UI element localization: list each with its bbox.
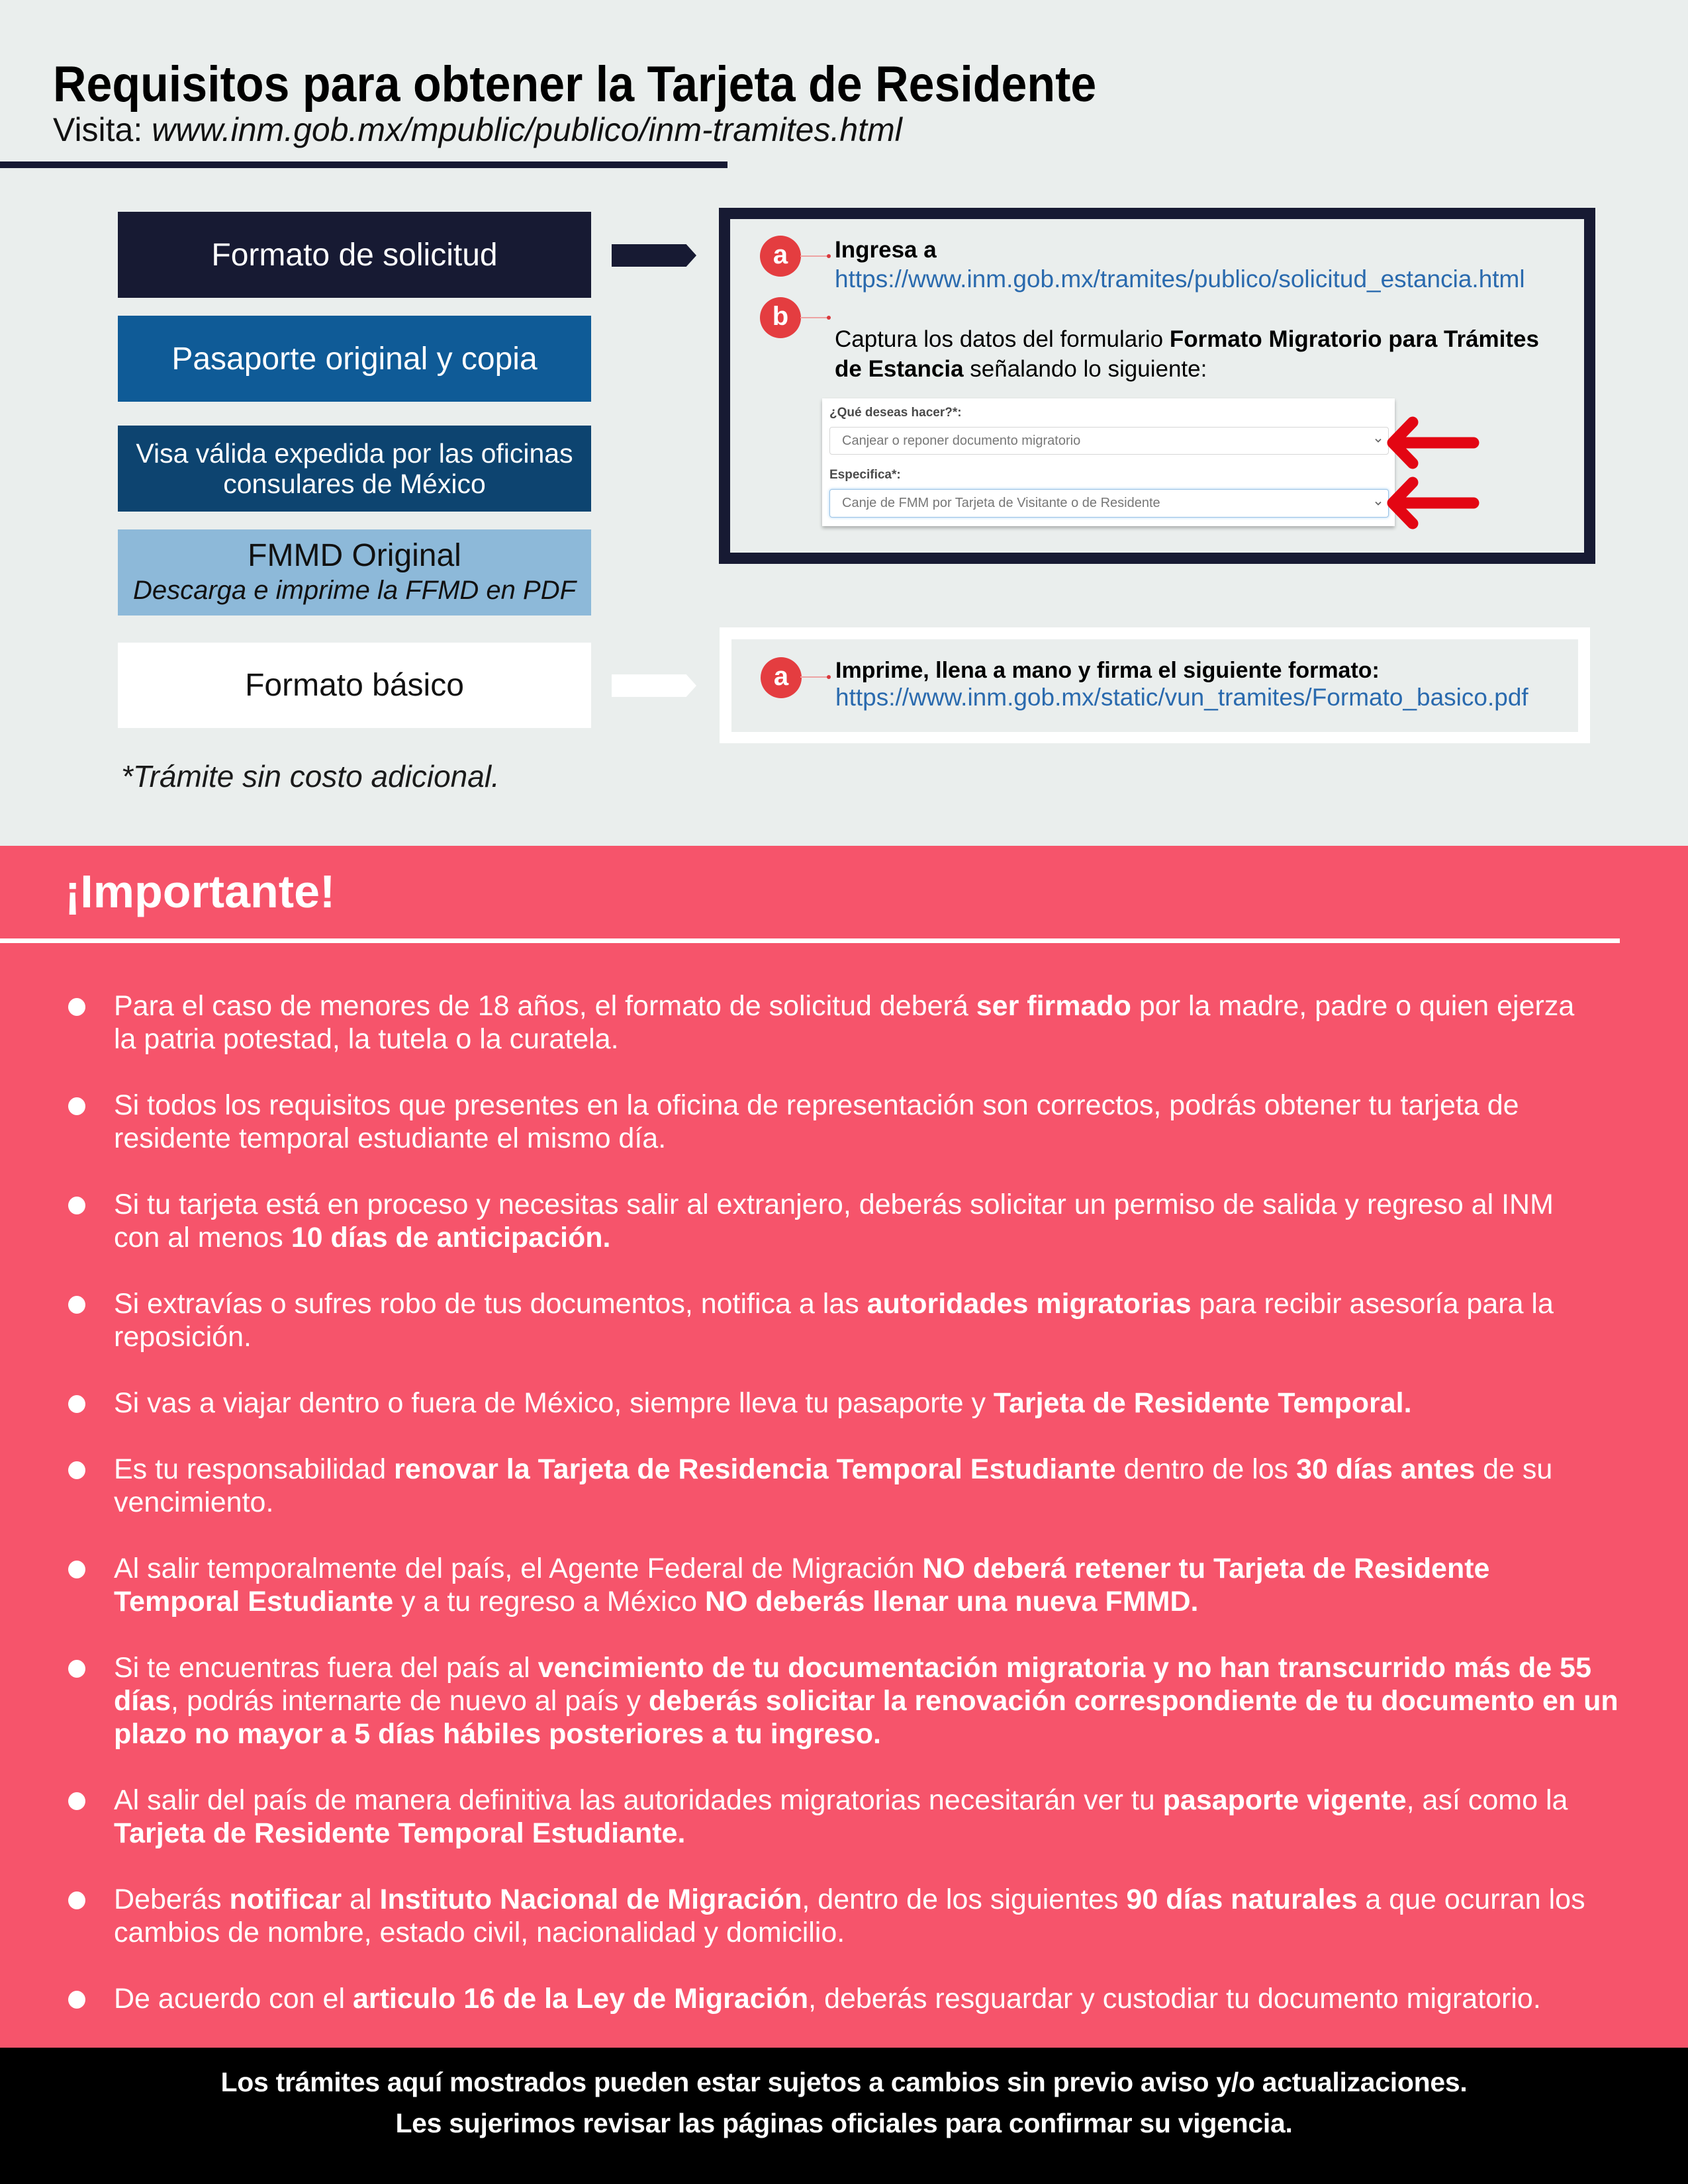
text-run: Si todos los requisitos que presentes en la oficina de representación son correctos, podrás obtener tu tarjeta de bbox=[114, 1089, 1519, 1121]
important-item-text bbox=[114, 1188, 1688, 1254]
disclaimer-footer bbox=[0, 2048, 1688, 2184]
bold-text-run: vencimiento de tu documentación migratoria y no han transcurrido más de 55 bbox=[538, 1652, 1591, 1684]
visit-line bbox=[53, 113, 902, 146]
text-line bbox=[114, 1188, 1688, 1221]
important-item bbox=[0, 1453, 1688, 1519]
text-line bbox=[114, 1883, 1688, 1916]
text-run: Deberás bbox=[114, 1884, 230, 1915]
bold-text-run: NO deberás llenar una nueva FMMD. bbox=[704, 1586, 1199, 1617]
important-item-text bbox=[114, 1982, 1688, 2015]
text-line bbox=[114, 1023, 1688, 1056]
text-run: De acuerdo con el bbox=[114, 1983, 353, 2015]
text-run: Para el caso de menores de 18 años, el formato de solicitud deberá bbox=[114, 990, 976, 1022]
especifica-select[interactable] bbox=[829, 489, 1389, 518]
bold-text-run: Instituto Nacional de Migración bbox=[379, 1884, 802, 1915]
text-run: Si tu tarjeta está en proceso y necesitas salir al extranjero, deberás solicitar un permiso de salida y regreso al INM bbox=[114, 1189, 1554, 1220]
important-item-text bbox=[114, 1883, 1688, 1949]
important-list bbox=[0, 989, 1688, 2048]
text-line bbox=[114, 1717, 1688, 1751]
requirement-formato-basico bbox=[118, 643, 591, 728]
que-deseas-hacer-label: ¿Qué deseas hacer?*: bbox=[829, 406, 962, 420]
text-line bbox=[114, 1453, 1688, 1486]
disclaimer-line: Los trámites aquí mostrados pueden estar sujetos a cambios sin previo aviso y/o actualizaciones. bbox=[220, 2067, 1468, 2097]
important-item bbox=[0, 1552, 1688, 1618]
text-run: Si te encuentras fuera del país al bbox=[114, 1652, 538, 1684]
bold-text-run: pasaporte vigente bbox=[1162, 1784, 1407, 1816]
text-run: residente temporal estudiante el mismo día. bbox=[114, 1122, 667, 1154]
important-item-text bbox=[114, 1387, 1688, 1420]
important-item bbox=[0, 989, 1688, 1056]
text-run: , podrás internarte de nuevo al país y bbox=[171, 1685, 649, 1717]
bold-text-run: ser firmado bbox=[976, 990, 1131, 1022]
text-line bbox=[114, 989, 1688, 1023]
text-run: , deberás resguardar y custodiar tu documento migratorio. bbox=[808, 1983, 1541, 2015]
connector-line bbox=[800, 255, 828, 257]
requirement-label-line: consulares de México bbox=[223, 469, 486, 499]
form-screenshot bbox=[822, 398, 1395, 526]
text-line bbox=[835, 354, 1539, 384]
page-title: Requisitos para obtener la Tarjeta de Residente bbox=[53, 56, 1097, 113]
text-run: Al salir del país de manera definitiva las autoridades migratorias necesitarán ver tu bbox=[114, 1784, 1163, 1816]
text-line bbox=[114, 1784, 1688, 1817]
requirement-formato-solicitud bbox=[118, 212, 591, 298]
text-line bbox=[114, 1287, 1688, 1320]
connector-line bbox=[800, 317, 828, 318]
text-run: con al menos bbox=[114, 1222, 291, 1253]
text-line bbox=[114, 1817, 1688, 1850]
solicitud-estancia-link[interactable]: https://www.inm.gob.mx/tramites/publico/solicitud_estancia.html bbox=[835, 265, 1525, 293]
text-run: , así como la bbox=[1406, 1784, 1568, 1816]
step-marker-b: b bbox=[760, 297, 801, 338]
important-item bbox=[0, 1089, 1688, 1155]
bullet-icon bbox=[68, 1660, 85, 1678]
requirement-fmmd bbox=[118, 529, 591, 615]
text-line bbox=[114, 1651, 1688, 1684]
text-line bbox=[114, 1585, 1688, 1618]
bullet-icon bbox=[68, 1296, 85, 1314]
especifica-label: Especifica*: bbox=[829, 468, 901, 482]
disclaimer-text bbox=[0, 2062, 1688, 2144]
important-item-text bbox=[114, 1651, 1688, 1751]
bullet-icon bbox=[68, 1197, 85, 1214]
bold-text-run: días bbox=[114, 1685, 171, 1717]
text-line bbox=[114, 1221, 1688, 1254]
bullet-icon bbox=[68, 1395, 85, 1413]
text-run: Captura los datos del formulario bbox=[835, 326, 1170, 352]
step-a-title: Ingresa a bbox=[835, 237, 937, 263]
bullet-icon bbox=[68, 1792, 85, 1810]
important-item bbox=[0, 1651, 1688, 1751]
bullet-icon bbox=[68, 1561, 85, 1578]
text-run: Al salir temporalmente del país, el Agente Federal de Migración bbox=[114, 1553, 923, 1584]
select-value: Canjear o reponer documento migratorio bbox=[842, 433, 1081, 448]
text-line bbox=[114, 1486, 1688, 1519]
bullet-icon bbox=[68, 1991, 85, 2009]
formato-basico-pdf-link[interactable]: https://www.inm.gob.mx/static/vun_tramites/Formato_basico.pdf bbox=[835, 684, 1528, 711]
bullet-icon bbox=[68, 1461, 85, 1479]
important-item bbox=[0, 1784, 1688, 1850]
formato-basico-instruction: Imprime, llena a mano y firma el siguiente formato: bbox=[835, 658, 1380, 683]
text-run: señalando lo siguiente: bbox=[963, 356, 1207, 382]
text-line bbox=[114, 1552, 1688, 1585]
important-item bbox=[0, 1188, 1688, 1254]
step-marker-a: a bbox=[761, 657, 802, 698]
bold-text-run: deberás solicitar la renovación correspondiente de tu documento en un bbox=[648, 1685, 1618, 1717]
bold-text-run: plazo no mayor a 5 días hábiles posteriores a tu ingreso. bbox=[114, 1718, 881, 1750]
connector-dot-icon bbox=[827, 675, 831, 679]
header-underline bbox=[0, 161, 727, 168]
bold-text-run: Temporal Estudiante bbox=[114, 1586, 394, 1617]
requirement-label: Formato básico bbox=[245, 668, 464, 703]
text-line bbox=[114, 1684, 1688, 1717]
requirement-label: Formato de solicitud bbox=[211, 237, 498, 273]
bold-text-run: autoridades migratorias bbox=[867, 1288, 1192, 1320]
bold-text-run: 90 días naturales bbox=[1126, 1884, 1358, 1915]
bold-text-run: 10 días de anticipación. bbox=[291, 1222, 611, 1253]
text-run: al bbox=[342, 1884, 380, 1915]
bold-text-run: Tarjeta de Residente Temporal. bbox=[993, 1387, 1412, 1419]
bold-text-run: Formato Migratorio para Trámites bbox=[1169, 326, 1539, 352]
text-run: reposición. bbox=[114, 1321, 252, 1353]
important-item bbox=[0, 1387, 1688, 1420]
visit-label: Visita: bbox=[53, 111, 152, 148]
important-item-text bbox=[114, 1453, 1688, 1519]
text-line bbox=[114, 1916, 1688, 1949]
text-run: y a tu regreso a México bbox=[393, 1586, 705, 1617]
bold-text-run: de Estancia bbox=[835, 356, 964, 382]
bullet-icon bbox=[68, 998, 85, 1016]
text-run: , dentro de los siguientes bbox=[802, 1884, 1127, 1915]
text-line bbox=[114, 1122, 1688, 1155]
bold-text-run: 30 días antes bbox=[1296, 1453, 1476, 1485]
text-run: de su bbox=[1475, 1453, 1553, 1485]
red-arrow-left-icons bbox=[1377, 410, 1489, 529]
text-line bbox=[114, 1387, 1688, 1420]
important-item bbox=[0, 1982, 1688, 2015]
important-item-text bbox=[114, 989, 1688, 1056]
red-arrow-left-icon bbox=[1393, 482, 1474, 523]
bold-text-run: NO deberá retener tu Tarjeta de Residente bbox=[922, 1553, 1490, 1584]
disclaimer-line: Les sujerimos revisar las páginas oficiales para confirmar su vigencia. bbox=[395, 2108, 1293, 2138]
arrow-right-icon bbox=[612, 674, 696, 697]
que-deseas-hacer-select[interactable] bbox=[829, 427, 1389, 455]
text-run: Si vas a viajar dentro o fuera de México, siempre lleva tu pasaporte y bbox=[114, 1387, 994, 1419]
step-marker-a: a bbox=[760, 236, 801, 277]
requirement-label: Pasaporte original y copia bbox=[171, 341, 538, 377]
text-run: Si extravías o sufres robo de tus documentos, notifica a las bbox=[114, 1288, 867, 1320]
text-line bbox=[114, 1320, 1688, 1353]
text-run: a que ocurran los bbox=[1357, 1884, 1585, 1915]
text-run: cambios de nombre, estado civil, nacionalidad y domicilio. bbox=[114, 1917, 845, 1948]
important-item bbox=[0, 1287, 1688, 1353]
text-run: para recibir asesoría para la bbox=[1191, 1288, 1554, 1320]
bold-text-run: articulo 16 de la Ley de Migración bbox=[352, 1983, 809, 2015]
text-run: la patria potestad, la tutela o la curatela. bbox=[114, 1023, 619, 1055]
text-line bbox=[835, 324, 1539, 354]
visit-url-link[interactable]: www.inm.gob.mx/mpublic/publico/inm-tramites.html bbox=[152, 111, 902, 148]
important-item-text bbox=[114, 1287, 1688, 1353]
cost-note: *Trámite sin costo adicional. bbox=[121, 759, 500, 794]
text-run: dentro de los bbox=[1115, 1453, 1297, 1485]
text-line bbox=[114, 1982, 1688, 2015]
text-run: Es tu responsabilidad bbox=[114, 1453, 395, 1485]
connector-dot-icon bbox=[827, 316, 831, 320]
text-run: vencimiento. bbox=[114, 1486, 274, 1518]
connector-dot-icon bbox=[827, 254, 831, 258]
bullet-icon bbox=[68, 1097, 85, 1115]
bold-text-run: renovar la Tarjeta de Residencia Temporal Estudiante bbox=[394, 1453, 1116, 1485]
connector-line bbox=[800, 676, 828, 678]
bold-text-run: notificar bbox=[229, 1884, 342, 1915]
text-run: por la madre, padre o quien ejerza bbox=[1131, 990, 1575, 1022]
red-arrow-left-icon bbox=[1393, 422, 1474, 463]
requirement-title: FMMD Original bbox=[248, 538, 461, 573]
important-heading: ¡Importante! bbox=[65, 866, 336, 917]
bold-text-run: Tarjeta de Residente Temporal Estudiante. bbox=[114, 1817, 686, 1849]
text-line bbox=[114, 1089, 1688, 1122]
arrow-right-icon bbox=[612, 244, 696, 267]
step-b-text bbox=[835, 324, 1539, 384]
requirement-label-line: Visa válida expedida por las oficinas bbox=[136, 438, 573, 469]
important-item-text bbox=[114, 1552, 1688, 1618]
bullet-icon bbox=[68, 1891, 85, 1909]
important-item-text bbox=[114, 1089, 1688, 1155]
important-divider bbox=[0, 938, 1620, 943]
requirement-visa bbox=[118, 426, 591, 512]
important-item-text bbox=[114, 1784, 1688, 1850]
requirement-pasaporte bbox=[118, 316, 591, 402]
important-item bbox=[0, 1883, 1688, 1949]
select-value: Canje de FMM por Tarjeta de Visitante o de Residente bbox=[842, 496, 1160, 510]
requirement-subtitle: Descarga e imprime la FFMD en PDF bbox=[132, 576, 577, 605]
